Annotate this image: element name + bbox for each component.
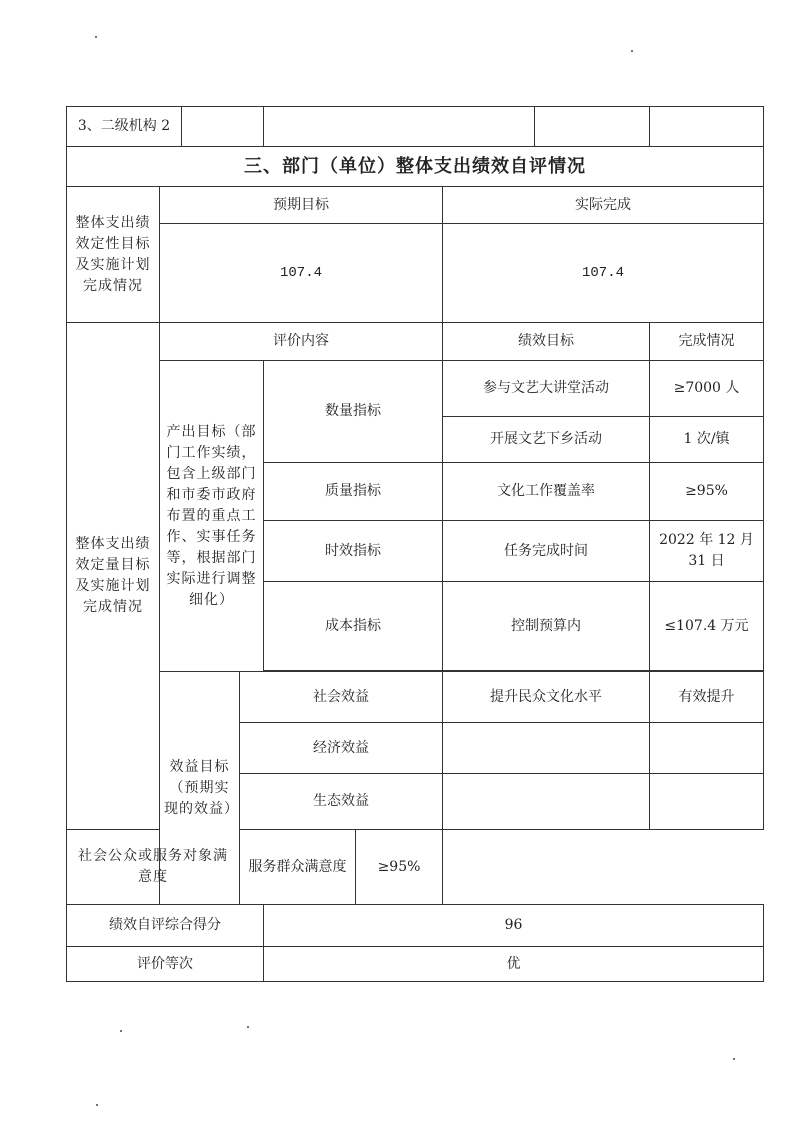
sub-unit-cell-4	[650, 107, 764, 147]
benefit-group-label: 效益目标（预期实现的效益）	[160, 672, 240, 905]
scan-speck	[733, 1058, 735, 1060]
total-score-label: 绩效自评综合得分	[67, 905, 264, 947]
content-header: 评价内容	[160, 323, 443, 361]
status-header: 完成情况	[650, 323, 764, 361]
status-cell: 1 次/镇	[650, 417, 764, 463]
target-cell: 提升民众文化水平	[443, 672, 650, 723]
status-cell: ≥7000 人	[650, 361, 764, 417]
sub-unit-row	[67, 107, 764, 147]
section-title: 三、部门（单位）整体支出绩效自评情况	[67, 147, 764, 187]
target-header: 绩效目标	[443, 323, 650, 361]
output-group-label: 产出目标（部门工作实绩，包含上级部门和市委市政府布置的重点工作、实事任务等，根据部门实际进行调整细化）	[160, 361, 264, 672]
quantitative-label: 整体支出绩效定量目标及实施计划完成情况	[67, 323, 160, 830]
total-score-value: 96	[264, 905, 764, 947]
qualitative-value-row	[67, 224, 764, 323]
scan-speck	[95, 36, 97, 38]
qualitative-header-row	[67, 187, 764, 224]
indicator-economic: 经济效益	[240, 723, 443, 774]
target-cell: 参与文艺大讲堂活动	[443, 361, 650, 417]
indicator-cost: 成本指标	[264, 582, 443, 671]
scan-speck	[120, 1030, 122, 1032]
target-cell	[443, 774, 650, 830]
target-cell: 文化工作覆盖率	[443, 463, 650, 521]
expected-value: 107.4	[160, 224, 443, 323]
scan-speck	[96, 1104, 98, 1106]
qualitative-label: 整体支出绩效定性目标及实施计划完成情况	[67, 187, 160, 323]
indicator-timeliness: 时效指标	[264, 521, 443, 582]
section-title-row	[67, 147, 764, 187]
status-cell: ≥95%	[650, 463, 764, 521]
indicator-ecological: 生态效益	[240, 774, 443, 830]
grade-value: 优	[264, 947, 764, 982]
scan-speck	[247, 1026, 249, 1028]
table-row	[67, 672, 764, 723]
status-cell	[650, 723, 764, 774]
target-cell	[443, 723, 650, 774]
expected-header: 预期目标	[160, 187, 443, 224]
sub-unit-cell-3	[535, 107, 650, 147]
target-cell: 任务完成时间	[443, 521, 650, 582]
target-cell: 服务群众满意度	[240, 830, 356, 905]
indicator-social: 社会效益	[240, 672, 443, 723]
actual-header: 实际完成	[443, 187, 764, 224]
total-score-row	[67, 905, 764, 947]
sub-unit-cell-1	[182, 107, 264, 147]
scan-speck	[631, 50, 633, 52]
status-cell	[650, 774, 764, 830]
indicator-satisfaction: 社会公众或服务对象满意度	[67, 830, 240, 905]
sub-unit-cell-2	[264, 107, 535, 147]
target-cell: 开展文艺下乡活动	[443, 417, 650, 463]
grade-label: 评价等次	[67, 947, 264, 982]
grade-row	[67, 947, 764, 982]
status-cell: ≤107.4 万元	[650, 582, 764, 671]
status-cell: 2022 年 12 月 31 日	[650, 521, 764, 582]
target-cell: 控制预算内	[443, 582, 650, 671]
table-row	[67, 830, 764, 905]
sub-unit-label: 3、二级机构 2	[67, 107, 182, 147]
actual-value: 107.4	[443, 224, 764, 323]
indicator-quality: 质量指标	[264, 463, 443, 521]
table-row	[67, 361, 764, 417]
performance-evaluation-table	[66, 106, 764, 982]
indicator-quantity: 数量指标	[264, 361, 443, 463]
status-cell: 有效提升	[650, 672, 764, 723]
status-cell: ≥95%	[356, 830, 443, 905]
quantitative-header-row	[67, 323, 764, 361]
